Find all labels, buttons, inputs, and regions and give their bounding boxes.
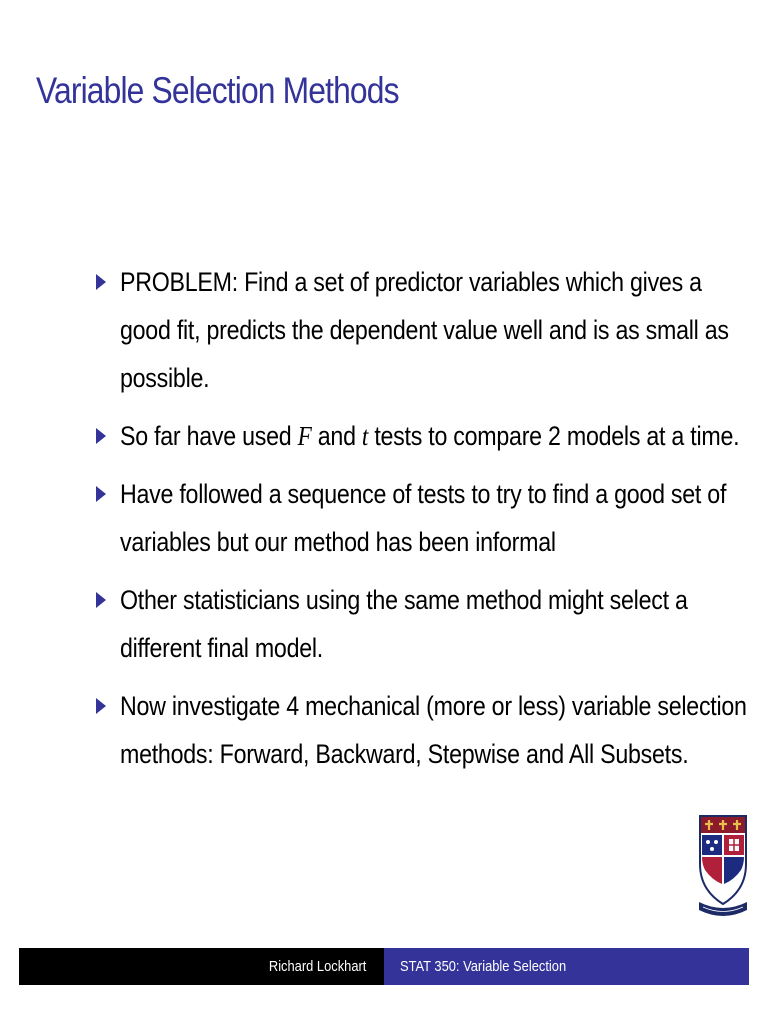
bullet-triangle-icon — [96, 592, 106, 608]
bullet-item — [96, 682, 756, 778]
bullet-text: Have followed a sequence of tests to try to find a good set of variables but our method has been informal — [120, 479, 727, 557]
bullet-text: Other statisticians using the same method might select a different final model. — [120, 585, 688, 663]
slide-title: Variable Selection Methods — [36, 70, 399, 111]
bullet-item — [96, 576, 756, 672]
math-variable: t — [361, 421, 369, 451]
footer-author: Richard Lockhart — [268, 958, 366, 975]
bullet-text: Now investigate 4 mechanical (more or less) variable selection methods: Forward, Backward, Stepwise and All Subsets. — [120, 691, 747, 769]
bullet-triangle-icon — [96, 428, 106, 444]
bullet-item — [96, 412, 756, 460]
bullet-text-part: and — [311, 421, 362, 451]
footer-course: STAT 350: Variable Selection — [400, 958, 567, 975]
math-variable: F — [297, 421, 312, 451]
bullet-text — [120, 412, 754, 460]
bullet-text: PROBLEM: Find a set of predictor variables which gives a good fit, predicts the dependent value well and is as small as possible. — [120, 267, 729, 393]
footer — [19, 948, 749, 985]
bullet-triangle-icon — [96, 274, 106, 290]
footer-author-panel — [19, 948, 384, 985]
bullet-text-part: tests to compare 2 models at a time. — [368, 421, 740, 451]
footer-course-panel — [384, 948, 749, 985]
bullet-item — [96, 470, 756, 566]
university-crest-icon — [697, 812, 749, 920]
bullet-list — [96, 258, 756, 788]
bullet-triangle-icon — [96, 486, 106, 502]
bullet-text-part: So far have used — [120, 421, 298, 451]
bullet-item — [96, 258, 756, 402]
bullet-triangle-icon — [96, 698, 106, 714]
